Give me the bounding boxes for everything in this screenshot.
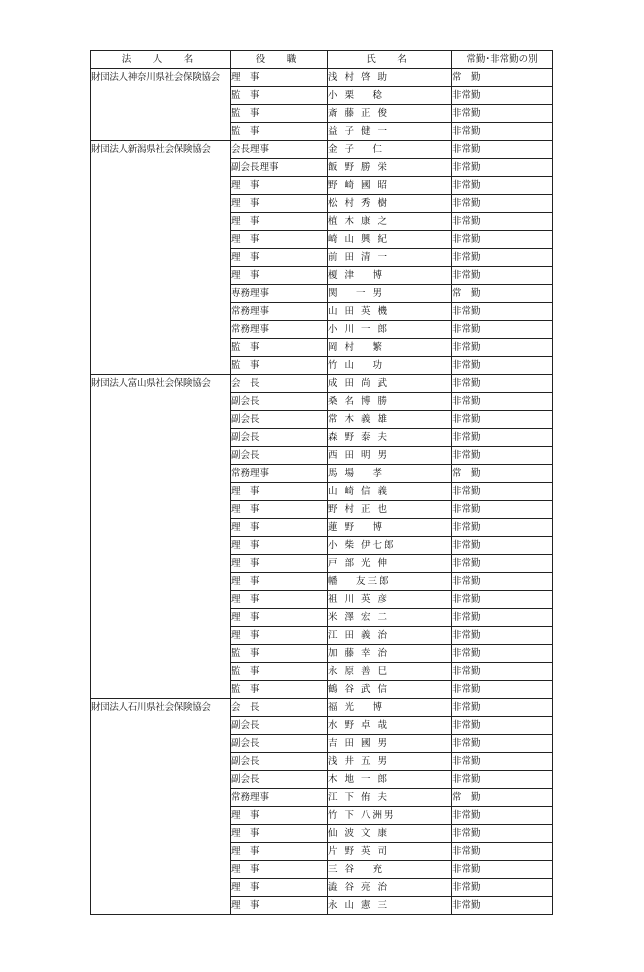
officer-name-cell: 幡 友三郎 (328, 573, 452, 591)
position-cell: 理 事 (231, 555, 328, 573)
employment-status-cell: 非常勤 (452, 483, 553, 501)
employment-status-cell: 非常勤 (452, 123, 553, 141)
employment-status-cell: 非常勤 (452, 609, 553, 627)
employment-status-cell: 非常勤 (452, 771, 553, 789)
position-cell: 会 長 (231, 375, 328, 393)
position-cell: 監 事 (231, 339, 328, 357)
officer-name-cell: 澁 谷 亮 治 (328, 879, 452, 897)
officer-name-cell: 常 木 義 雄 (328, 411, 452, 429)
officer-name-cell: 馬 場 孝 (328, 465, 452, 483)
employment-status-cell: 非常勤 (452, 663, 553, 681)
roster-body (91, 69, 553, 915)
officer-name-cell: 金 子 仁 (328, 141, 452, 159)
position-cell: 理 事 (231, 231, 328, 249)
position-cell: 理 事 (231, 483, 328, 501)
position-cell: 常務理事 (231, 789, 328, 807)
officer-name-cell: 竹 下 八洲男 (328, 807, 452, 825)
employment-status-cell: 非常勤 (452, 87, 553, 105)
officer-name-cell: 江 田 義 治 (328, 627, 452, 645)
officer-name-cell: 野 村 正 也 (328, 501, 452, 519)
officer-name-cell: 桑 名 博 勝 (328, 393, 452, 411)
position-cell: 副会長 (231, 393, 328, 411)
employment-status-cell: 非常勤 (452, 249, 553, 267)
officer-name-cell: 永 原 善 巳 (328, 663, 452, 681)
officer-name-cell: 木 地 一 郎 (328, 771, 452, 789)
officer-name-cell: 浅 井 五 男 (328, 753, 452, 771)
corporation-name: 財団法人新潟県社会保険協会 (91, 141, 231, 375)
officer-name-cell: 岡 村 繁 (328, 339, 452, 357)
header-row (91, 51, 553, 69)
position-cell: 副会長 (231, 771, 328, 789)
position-cell: 理 事 (231, 843, 328, 861)
position-cell: 副会長 (231, 429, 328, 447)
header-position: 役 職 (231, 51, 328, 69)
position-cell: 会長理事 (231, 141, 328, 159)
employment-status-cell: 非常勤 (452, 681, 553, 699)
officer-name-cell: 関 一 男 (328, 285, 452, 303)
position-cell: 会 長 (231, 699, 328, 717)
employment-status-cell: 非常勤 (452, 231, 553, 249)
position-cell: 理 事 (231, 627, 328, 645)
officer-name-cell: 米 澤 宏 二 (328, 609, 452, 627)
employment-status-cell: 非常勤 (452, 645, 553, 663)
corporation-name: 財団法人富山県社会保険協会 (91, 375, 231, 699)
employment-status-cell: 非常勤 (452, 555, 553, 573)
table-row (91, 69, 553, 87)
officer-name-cell: 水 野 卓 哉 (328, 717, 452, 735)
officer-name-cell: 小 栗 稔 (328, 87, 452, 105)
employment-status-cell: 非常勤 (452, 843, 553, 861)
position-cell: 副会長理事 (231, 159, 328, 177)
employment-status-cell: 非常勤 (452, 411, 553, 429)
employment-status-cell: 非常勤 (452, 699, 553, 717)
position-cell: 理 事 (231, 591, 328, 609)
corporation-name: 財団法人石川県社会保険協会 (91, 699, 231, 915)
officer-name-cell: 浅 村 啓 助 (328, 69, 452, 87)
officer-name-cell: 山 崎 信 義 (328, 483, 452, 501)
officer-name-cell: 野 崎 國 昭 (328, 177, 452, 195)
employment-status-cell: 常 勤 (452, 285, 553, 303)
table-row (91, 141, 553, 159)
corporation-name: 財団法人神奈川県社会保険協会 (91, 69, 231, 141)
position-cell: 常務理事 (231, 465, 328, 483)
officer-name-cell: 飯 野 勝 栄 (328, 159, 452, 177)
employment-status-cell: 非常勤 (452, 825, 553, 843)
position-cell: 専務理事 (231, 285, 328, 303)
officer-name-cell: 小 柴 伊七郎 (328, 537, 452, 555)
officer-roster-table (90, 50, 553, 915)
employment-status-cell: 非常勤 (452, 195, 553, 213)
employment-status-cell: 非常勤 (452, 339, 553, 357)
officer-name-cell: 崎 山 興 紀 (328, 231, 452, 249)
officer-name-cell: 植 木 康 之 (328, 213, 452, 231)
employment-status-cell: 非常勤 (452, 105, 553, 123)
officer-name-cell: 前 田 清 一 (328, 249, 452, 267)
officer-name-cell: 斎 藤 正 俊 (328, 105, 452, 123)
position-cell: 理 事 (231, 879, 328, 897)
employment-status-cell: 非常勤 (452, 753, 553, 771)
position-cell: 監 事 (231, 645, 328, 663)
officer-name-cell: 江 下 侑 夫 (328, 789, 452, 807)
officer-name-cell: 永 山 憲 三 (328, 897, 452, 915)
employment-status-cell: 非常勤 (452, 429, 553, 447)
employment-status-cell: 非常勤 (452, 591, 553, 609)
table-row (91, 375, 553, 393)
position-cell: 副会長 (231, 411, 328, 429)
employment-status-cell: 非常勤 (452, 573, 553, 591)
officer-name-cell: 片 野 英 司 (328, 843, 452, 861)
officer-name-cell: 西 田 明 男 (328, 447, 452, 465)
officer-name-cell: 祖 川 英 彦 (328, 591, 452, 609)
employment-status-cell: 非常勤 (452, 447, 553, 465)
officer-name-cell: 吉 田 國 男 (328, 735, 452, 753)
employment-status-cell: 非常勤 (452, 879, 553, 897)
position-cell: 監 事 (231, 105, 328, 123)
position-cell: 理 事 (231, 609, 328, 627)
employment-status-cell: 常 勤 (452, 789, 553, 807)
employment-status-cell: 非常勤 (452, 861, 553, 879)
employment-status-cell: 非常勤 (452, 357, 553, 375)
employment-status-cell: 非常勤 (452, 897, 553, 915)
header-corporation: 法 人 名 (91, 51, 231, 69)
position-cell: 理 事 (231, 519, 328, 537)
employment-status-cell: 非常勤 (452, 735, 553, 753)
employment-status-cell: 非常勤 (452, 375, 553, 393)
employment-status-cell: 非常勤 (452, 627, 553, 645)
position-cell: 副会長 (231, 717, 328, 735)
position-cell: 監 事 (231, 681, 328, 699)
employment-status-cell: 常 勤 (452, 69, 553, 87)
officer-name-cell: 松 村 秀 樹 (328, 195, 452, 213)
officer-name-cell: 鶴 谷 武 信 (328, 681, 452, 699)
employment-status-cell: 非常勤 (452, 393, 553, 411)
position-cell: 理 事 (231, 897, 328, 915)
employment-status-cell: 非常勤 (452, 321, 553, 339)
table-row (91, 699, 553, 717)
position-cell: 理 事 (231, 573, 328, 591)
position-cell: 常務理事 (231, 321, 328, 339)
officer-name-cell: 小 川 一 郎 (328, 321, 452, 339)
position-cell: 理 事 (231, 537, 328, 555)
employment-status-cell: 非常勤 (452, 213, 553, 231)
position-cell: 常務理事 (231, 303, 328, 321)
employment-status-cell: 非常勤 (452, 807, 553, 825)
position-cell: 理 事 (231, 825, 328, 843)
officer-name-cell: 益 子 健 一 (328, 123, 452, 141)
position-cell: 理 事 (231, 213, 328, 231)
position-cell: 監 事 (231, 87, 328, 105)
employment-status-cell: 非常勤 (452, 267, 553, 285)
position-cell: 理 事 (231, 267, 328, 285)
position-cell: 理 事 (231, 807, 328, 825)
employment-status-cell: 非常勤 (452, 501, 553, 519)
officer-name-cell: 三 谷 充 (328, 861, 452, 879)
officer-name-cell: 森 野 泰 夫 (328, 429, 452, 447)
officer-name-cell: 加 藤 幸 治 (328, 645, 452, 663)
officer-name-cell: 成 田 尚 武 (328, 375, 452, 393)
employment-status-cell: 非常勤 (452, 159, 553, 177)
position-cell: 監 事 (231, 123, 328, 141)
employment-status-cell: 非常勤 (452, 177, 553, 195)
position-cell: 理 事 (231, 861, 328, 879)
position-cell: 副会長 (231, 735, 328, 753)
officer-name-cell: 福 光 博 (328, 699, 452, 717)
position-cell: 監 事 (231, 663, 328, 681)
position-cell: 監 事 (231, 357, 328, 375)
officer-name-cell: 蓮 野 博 (328, 519, 452, 537)
employment-status-cell: 常 勤 (452, 465, 553, 483)
employment-status-cell: 非常勤 (452, 141, 553, 159)
header-employment-status: 常勤･非常勤の別 (452, 51, 553, 69)
employment-status-cell: 非常勤 (452, 537, 553, 555)
officer-name-cell: 榎 津 博 (328, 267, 452, 285)
position-cell: 副会長 (231, 447, 328, 465)
header-name: 氏 名 (328, 51, 452, 69)
employment-status-cell: 非常勤 (452, 519, 553, 537)
officer-name-cell: 山 田 英 機 (328, 303, 452, 321)
position-cell: 理 事 (231, 501, 328, 519)
officer-name-cell: 戸 部 光 伸 (328, 555, 452, 573)
employment-status-cell: 非常勤 (452, 303, 553, 321)
position-cell: 理 事 (231, 249, 328, 267)
position-cell: 理 事 (231, 177, 328, 195)
position-cell: 副会長 (231, 753, 328, 771)
employment-status-cell: 非常勤 (452, 717, 553, 735)
position-cell: 理 事 (231, 69, 328, 87)
officer-name-cell: 竹 山 功 (328, 357, 452, 375)
position-cell: 理 事 (231, 195, 328, 213)
officer-name-cell: 仙 波 文 康 (328, 825, 452, 843)
